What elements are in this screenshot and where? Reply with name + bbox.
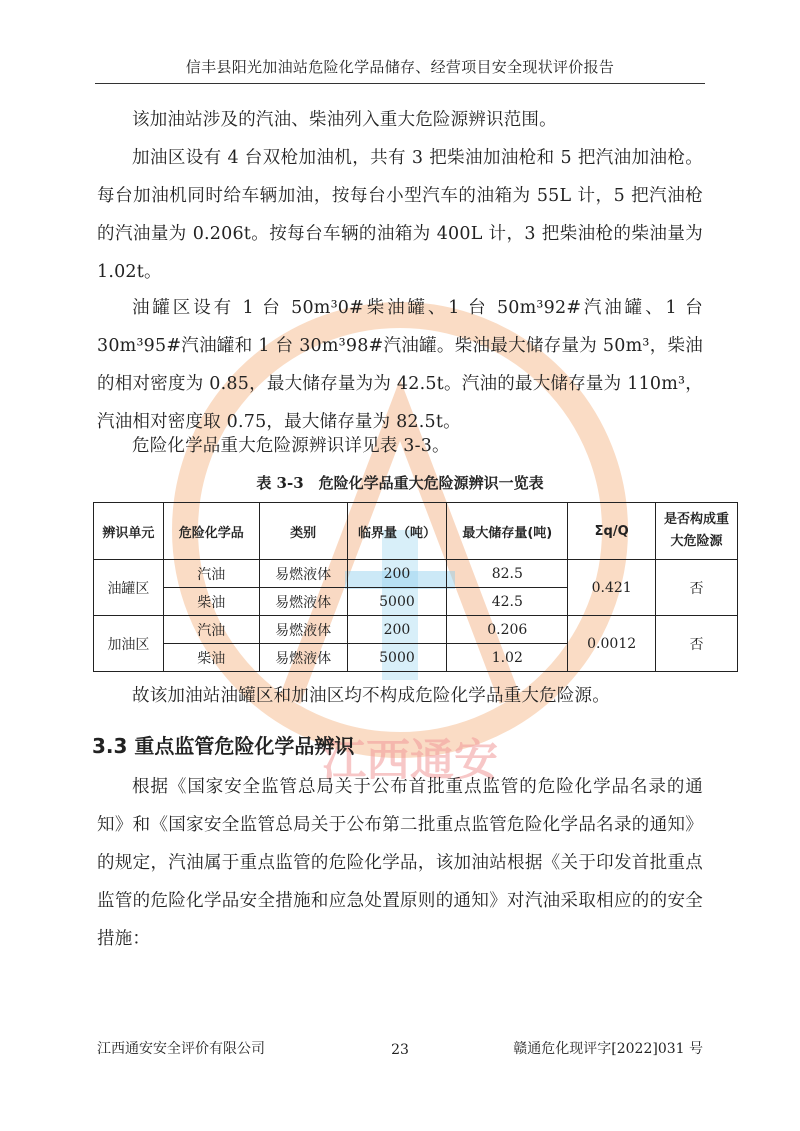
max-storage-cell: 0.206 bbox=[447, 616, 568, 644]
max-storage-cell: 1.02 bbox=[447, 644, 568, 672]
chem-cell: 柴油 bbox=[163, 644, 259, 672]
paragraph-2: 加油区设有 4 台双枪加油机，共有 3 把柴油加油枪和 5 把汽油加油枪。每台加油机同时给车辆加油，按每台小型汽车的油箱为 55L 计，5 把汽油枪的汽油量为 0.206t。按每台车辆的油箱为 400L 计，3 把柴油枪的柴油量为 1.02t。 bbox=[97, 148, 703, 282]
paragraph-1: 该加油站涉及的汽油、柴油列入重大危险源辨识范围。 bbox=[132, 110, 557, 130]
page-number: 23 bbox=[391, 1042, 409, 1058]
header-cell: 类别 bbox=[259, 503, 347, 560]
result-cell: 否 bbox=[656, 616, 738, 672]
header-cell: 最大储存量(吨) bbox=[447, 503, 568, 560]
threshold-cell: 5000 bbox=[347, 588, 447, 616]
paragraph-4: 危险化学品重大危险源辨识详见表 3-3。 bbox=[132, 436, 450, 456]
sum-cell: 0.0012 bbox=[568, 616, 656, 672]
header-cell: 辨识单元 bbox=[94, 503, 164, 560]
category-cell: 易燃液体 bbox=[259, 616, 347, 644]
unit-cell: 油罐区 bbox=[94, 560, 164, 616]
max-storage-cell: 42.5 bbox=[447, 588, 568, 616]
header-cell: 临界量（吨） bbox=[347, 503, 447, 560]
footer-report-code: 赣通危化现评字[2022]031 号 bbox=[513, 1041, 703, 1057]
page-header: 信丰县阳光加油站危险化学品储存、经营项目安全现状评价报告 bbox=[95, 56, 705, 84]
paragraph-conclusion: 故该加油站油罐区和加油区均不构成危险化学品重大危险源。 bbox=[132, 686, 610, 706]
result-cell: 否 bbox=[656, 560, 738, 616]
table-header-row bbox=[94, 503, 738, 560]
category-cell: 易燃液体 bbox=[259, 588, 347, 616]
table-row bbox=[94, 616, 738, 644]
paragraph-6: 根据《国家安全监管总局关于公布首批重点监管的危险化学品名录的通知》和《国家安全监管总局关于公布第二批重点监管危险化学品名录的通知》的规定，汽油属于重点监管的危险化学品，该加油站根据《关于印发首批重点监管的危险化学品安全措施和应急处置原则的通知》对汽油采取相应的的安全措施： bbox=[97, 777, 703, 949]
table-row bbox=[94, 560, 738, 588]
chem-cell: 柴油 bbox=[163, 588, 259, 616]
chem-cell: 汽油 bbox=[163, 560, 259, 588]
watermark-text: 江西通安 bbox=[322, 735, 498, 786]
threshold-cell: 200 bbox=[347, 560, 447, 588]
category-cell: 易燃液体 bbox=[259, 560, 347, 588]
table-caption: 表 3-3 危险化学品重大危险源辨识一览表 bbox=[256, 474, 544, 492]
header-cell: 是否构成重大危险源 bbox=[656, 503, 738, 560]
unit-cell: 加油区 bbox=[94, 616, 164, 672]
sum-cell: 0.421 bbox=[568, 560, 656, 616]
paragraph-3: 油罐区设有 1 台 50m³0#柴油罐、1 台 50m³92#汽油罐、1 台 30m³95#汽油罐和 1 台 30m³98#汽油罐。柴油最大储存量为 50m³，柴油的相对密度为 0.85，最大储存量为为 42.5t。汽油的最大储存量为 110m³，汽油相对密度取 0.75，最大储存量为 82.5t。 bbox=[97, 298, 703, 432]
threshold-cell: 200 bbox=[347, 616, 447, 644]
hazard-table bbox=[93, 502, 738, 672]
header-cell: 危险化学品 bbox=[163, 503, 259, 560]
footer-company: 江西通安安全评价有限公司 bbox=[97, 1041, 265, 1057]
section-heading: 3.3 重点监管危险化学品辨识 bbox=[92, 734, 355, 758]
chem-cell: 汽油 bbox=[163, 616, 259, 644]
header-cell: Σq/Q bbox=[568, 503, 656, 560]
max-storage-cell: 82.5 bbox=[447, 560, 568, 588]
category-cell: 易燃液体 bbox=[259, 644, 347, 672]
threshold-cell: 5000 bbox=[347, 644, 447, 672]
